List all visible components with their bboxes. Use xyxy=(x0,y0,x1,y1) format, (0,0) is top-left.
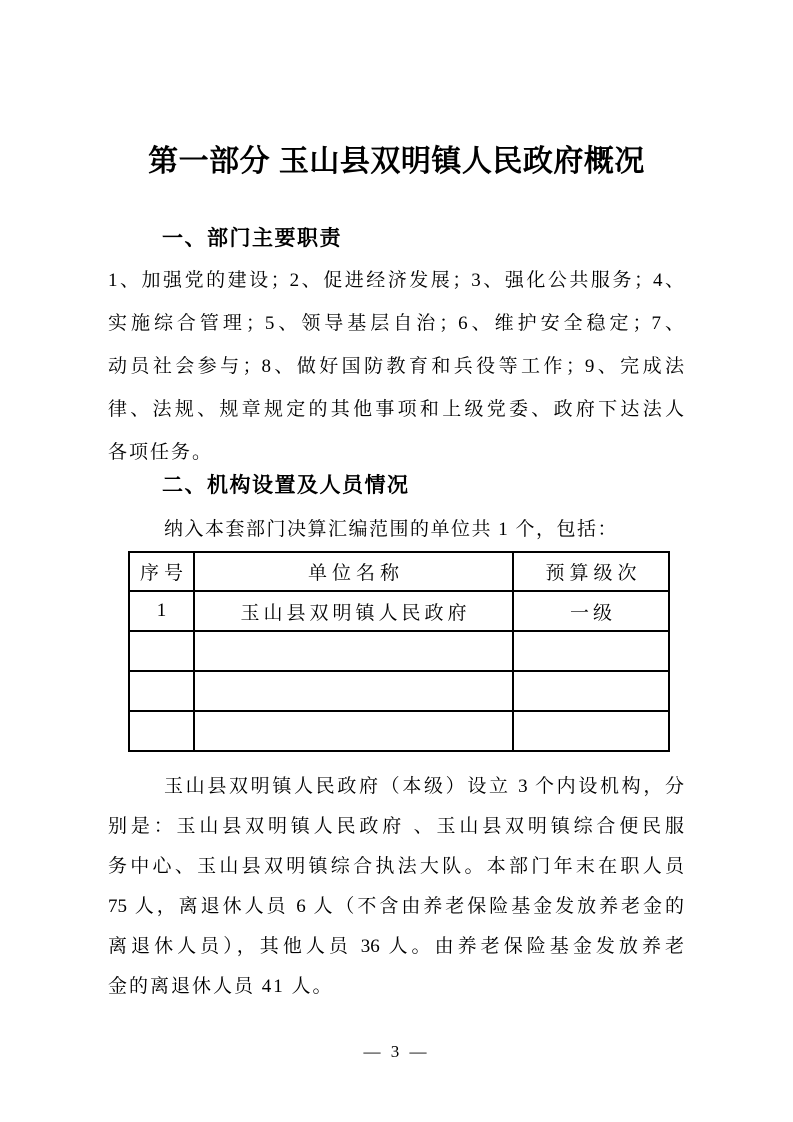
table-cell-unit-name: 玉山县双明镇人民政府 xyxy=(194,591,513,631)
table-row xyxy=(129,671,669,711)
table-row xyxy=(129,631,669,671)
paragraph-line: 各项任务。 xyxy=(108,442,214,463)
document-title: 第一部分 玉山县双明镇人民政府概况 xyxy=(148,145,645,178)
units-table xyxy=(128,551,670,752)
paragraph-line: 律、法规、规章规定的其他事项和上级党委、政府下达法人 xyxy=(108,399,684,420)
table-cell-index xyxy=(129,631,194,671)
table-cell-budget-level: 一级 xyxy=(513,591,669,631)
paragraph-line: 1、加强党的建设；2、促进经济发展；3、强化公共服务；4、 xyxy=(108,270,684,291)
paragraph-line: 别是：玉山县双明镇人民政府 、玉山县双明镇综合便民服 xyxy=(108,816,684,837)
paragraph-line: 动员社会参与；8、做好国防教育和兵役等工作；9、完成法 xyxy=(108,356,684,377)
table-row xyxy=(129,711,669,751)
paragraph-line: 金的离退休人员 41 人。 xyxy=(108,976,334,997)
table-cell-unit-name xyxy=(194,711,513,751)
table-cell-budget-level xyxy=(513,631,669,671)
table-cell-index xyxy=(129,711,194,751)
section-heading-organization: 二、机构设置及人员情况 xyxy=(162,474,410,497)
table-cell-budget-level xyxy=(513,711,669,751)
paragraph-line: 务中心、玉山县双明镇综合执法大队。本部门年末在职人员 xyxy=(108,856,684,877)
paragraph-line: 75 人，离退休人员 6 人（不含由养老保险基金发放养老金的 xyxy=(108,896,684,917)
responsibilities-paragraph xyxy=(108,259,684,474)
paragraph-line: 玉山县双明镇人民政府（本级）设立 3 个内设机构，分 xyxy=(164,776,684,797)
table-cell-unit-name xyxy=(194,631,513,671)
table-row xyxy=(129,591,669,631)
section-heading-responsibilities: 一、部门主要职责 xyxy=(162,227,342,250)
table-cell-budget-level xyxy=(513,671,669,711)
table-header-index: 序号 xyxy=(129,552,194,591)
organization-paragraph xyxy=(108,767,684,1007)
table-cell-index: 1 xyxy=(129,591,194,631)
table-cell-index xyxy=(129,671,194,711)
table-header-budget-level: 预算级次 xyxy=(513,552,669,591)
table-cell-unit-name xyxy=(194,671,513,711)
page-number: — 3 — xyxy=(363,1042,430,1061)
table-header-row xyxy=(129,552,669,591)
table-header-unit-name: 单位名称 xyxy=(194,552,513,591)
table-intro-text: 纳入本套部门决算汇编范围的单位共 1 个，包括： xyxy=(164,519,619,540)
paragraph-line: 实施综合管理；5、领导基层自治；6、维护安全稳定；7、 xyxy=(108,313,684,334)
paragraph-line: 离退休人员），其他人员 36 人。由养老保险基金发放养老 xyxy=(108,936,684,957)
